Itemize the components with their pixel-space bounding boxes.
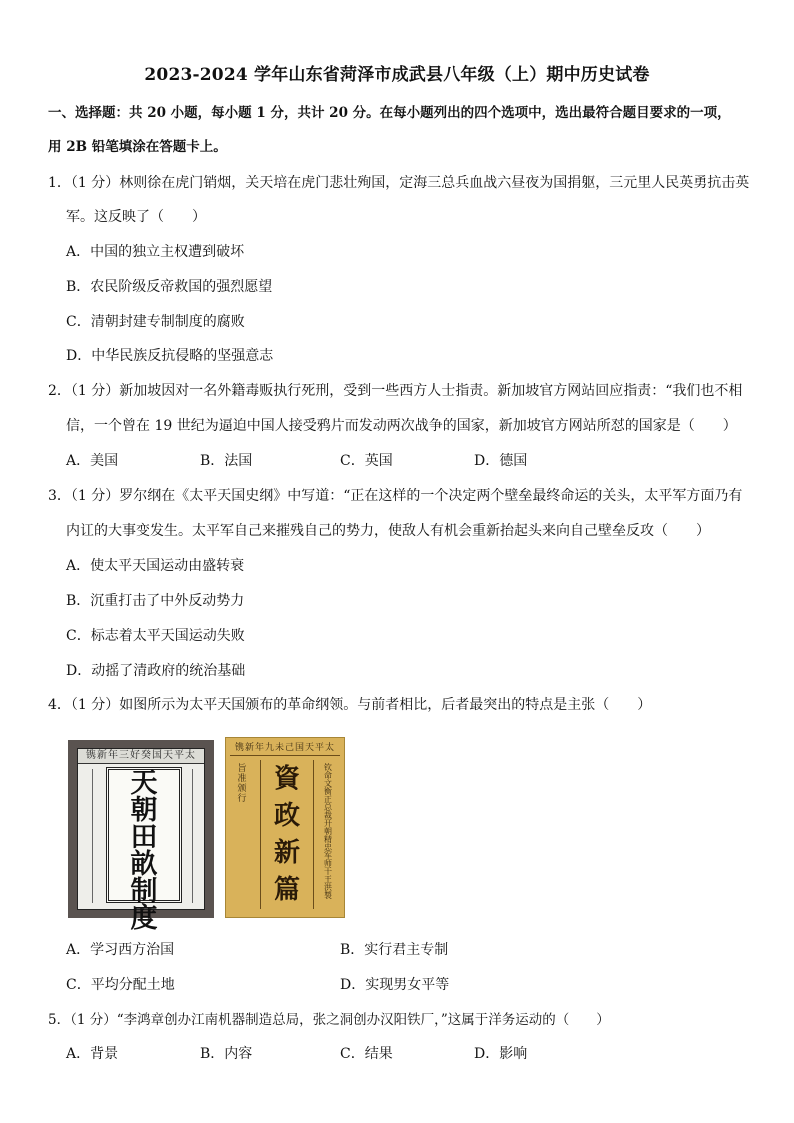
question-3-stem-line-1: 3．（1 分）罗尔纲在《太平天国史纲》中写道：“正在这样的一个决定两个壁垒最终命运的关头，太平军方面乃有 [48, 488, 743, 504]
figure-2-header: 镌新年九未己国天平太 [230, 742, 340, 756]
section-instructions-line-2: 用 2B 铅笔填涂在答题卡上。 [48, 139, 227, 155]
question-4-option-c[interactable]: C．平均分配土地 [66, 977, 175, 993]
figure-1-title-char: 田 [130, 822, 158, 853]
question-2-stem-line-1: 2．（1 分）新加坡因对一名外籍毒贩执行死刑，受到一些西方人士指责。新加坡官方网站回应指责：“我们也不相 [48, 383, 743, 399]
figure-zizheng-xinpian [225, 737, 345, 918]
question-1-option-c[interactable]: C．清朝封建专制制度的腐败 [66, 314, 245, 330]
question-4-option-a[interactable]: A．学习西方治国 [66, 942, 175, 958]
question-3-option-a[interactable]: A．使太平天国运动由盛转衰 [66, 558, 245, 574]
question-3-option-b[interactable]: B．沉重打击了中外反动势力 [66, 593, 245, 609]
question-4-option-b[interactable]: B．实行君主专制 [340, 942, 449, 958]
question-5-option-b[interactable]: B．内容 [200, 1046, 253, 1062]
question-3-stem-line-2: 内讧的大事变发生。太平军自己来摧残自己的势力，使敌人有机会重新抬起头来向自己壁垒反攻（ ） [66, 523, 710, 539]
figure-1-title-char: 制 [130, 876, 158, 907]
question-2-option-a[interactable]: A．美国 [66, 453, 119, 469]
question-5-option-d[interactable]: D．影响 [474, 1046, 528, 1062]
question-3-option-c[interactable]: C．标志着太平天国运动失败 [66, 628, 245, 644]
figure-2-title-char: 資 [273, 763, 300, 794]
figure-1-header: 镌新年三好癸国天平太 [78, 749, 204, 764]
question-5-stem-line-1: 5．（1 分）“李鸿章创办江南机器制造总局，张之洞创办汉阳铁厂，”这属于洋务运动的（ ） [48, 1012, 610, 1028]
figure-1-title-char: 朝 [130, 795, 158, 826]
question-1-option-b[interactable]: B．农民阶级反帝救国的强烈愿望 [66, 279, 273, 295]
page-title: 2023-2024 学年山东省菏泽市成武县八年级（上）期中历史试卷 [144, 65, 650, 85]
question-3-option-d[interactable]: D．动摇了清政府的统治基础 [66, 663, 246, 679]
figure-1-title-char: 度 [130, 903, 158, 934]
question-5-option-c[interactable]: C．结果 [340, 1046, 393, 1062]
figure-1-rule [92, 769, 93, 903]
question-2-stem-line-2: 信，一个曾在 19 世纪为逼迫中国人接受鸦片而发动两次战争的国家，新加坡官方网站所怼的国家是（ ） [66, 418, 737, 434]
figure-tianchao-tianmu-zhidu [68, 740, 214, 934]
figure-2-title-char: 篇 [273, 875, 300, 906]
figure-1-title-char: 畝 [130, 849, 158, 880]
question-5-option-a[interactable]: A．背景 [66, 1046, 119, 1062]
figure-2-title-char: 政 [273, 800, 300, 831]
figure-1-title-char: 天 [130, 768, 158, 799]
question-2-option-d[interactable]: D．德国 [474, 453, 528, 469]
section-instructions-line-1: 一、选择题：共 20 小题，每小题 1 分，共计 20 分。在每小题列出的四个选项中，选出最符合题目要求的一项， [48, 105, 731, 121]
question-2-option-b[interactable]: B．法国 [200, 453, 253, 469]
figure-2-right-note: 钦命文衡正总裁开朝精忠军师干王洪 製 [324, 763, 340, 900]
figure-2-title-panel [260, 760, 314, 909]
figure-1-rule [192, 769, 193, 903]
question-1-option-d[interactable]: D．中华民族反抗侵略的坚强意志 [66, 348, 274, 364]
question-1-stem-line-1: 1．（1 分）林则徐在虎门销烟，关天培在虎门悲壮殉国，定海三总兵血战六昼夜为国捐躯，三元里人民英勇抗击英 [48, 175, 750, 191]
figure-2-title-char: 新 [273, 838, 300, 869]
figure-2-left-note: 旨准颁行 [237, 764, 247, 804]
question-4-stem-line-1: 4．（1 分）如图所示为太平天国颁布的革命纲领。与前者相比，后者最突出的特点是主张（ ） [48, 697, 652, 713]
figure-1-cover [77, 748, 205, 934]
question-2-option-c[interactable]: C．英国 [340, 453, 393, 469]
question-4-option-d[interactable]: D．实现男女平等 [340, 977, 450, 993]
figure-1-title-panel [106, 767, 182, 934]
question-1-option-a[interactable]: A．中国的独立主权遭到破坏 [66, 244, 245, 260]
question-1-stem-line-2: 军。这反映了（ ） [66, 209, 206, 225]
